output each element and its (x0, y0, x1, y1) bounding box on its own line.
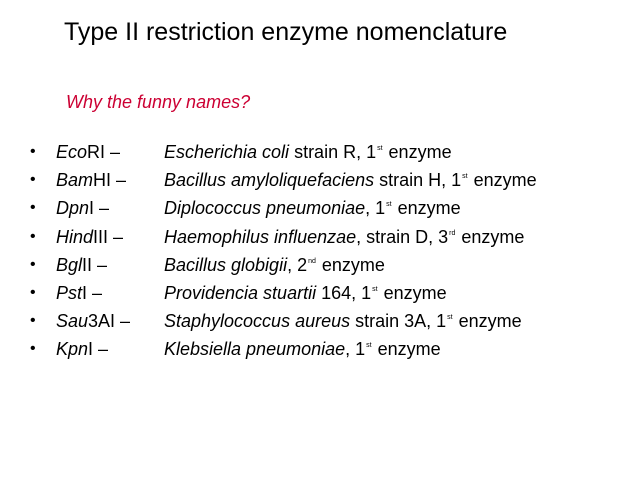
enzyme-name: BglII – (56, 254, 108, 275)
enzyme-description: Diplococcus pneumoniae, 1st enzyme (164, 198, 461, 219)
enzyme-name: DpnI – (56, 198, 110, 219)
enzyme-description: Klebsiella pneumoniae, 1st enzyme (164, 339, 441, 360)
enzyme-name: PstI – (56, 282, 103, 303)
slide-subtitle: Why the funny names? (66, 92, 251, 112)
bullet-icon: • (30, 227, 36, 245)
enzyme-name: HindIII – (56, 226, 124, 247)
bullet-icon: • (30, 171, 36, 189)
bullet-icon: • (30, 255, 36, 273)
bullet-icon: • (30, 340, 36, 358)
bullet-icon: • (30, 312, 36, 330)
enzyme-description: Bacillus globigii, 2nd enzyme (164, 254, 385, 275)
enzyme-name: BamHI – (56, 170, 127, 191)
bullet-icon: • (30, 283, 36, 301)
enzyme-description: Bacillus amyloliquefaciens strain H, 1st enzyme (164, 170, 537, 191)
enzyme-name: Sau3AI – (56, 311, 131, 332)
enzyme-name: KpnI – (56, 339, 109, 360)
bullet-icon: • (30, 199, 36, 217)
enzyme-description: Providencia stuartii 164, 1st enzyme (164, 282, 447, 303)
enzyme-description: Escherichia coli strain R, 1st enzyme (164, 142, 452, 162)
slide-title: Type II restriction enzyme nomenclature (64, 18, 508, 46)
enzyme-description: Staphylococcus aureus strain 3A, 1st enzyme (164, 311, 522, 332)
enzyme-name: EcoRI – (56, 142, 121, 162)
bullet-icon: • (30, 143, 36, 160)
enzyme-description: Haemophilus influenzae, strain D, 3rd enzyme (164, 226, 525, 247)
